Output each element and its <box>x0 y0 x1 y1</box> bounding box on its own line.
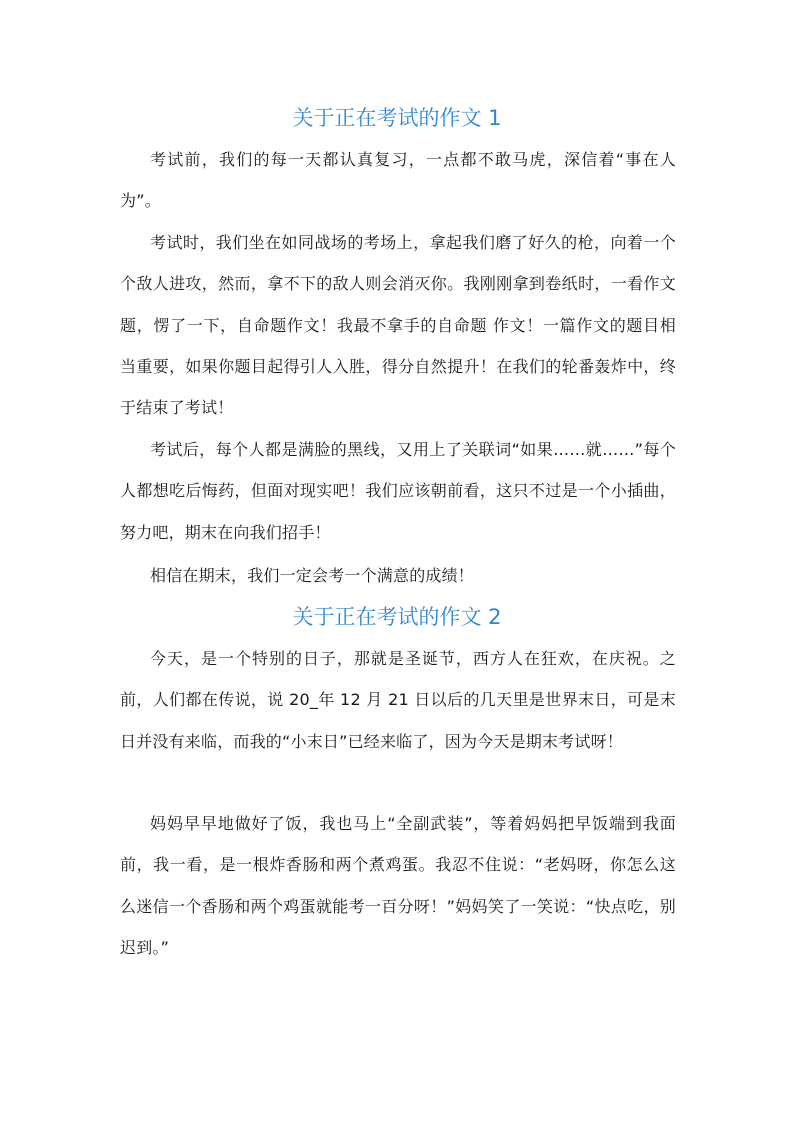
essay-2-title: 关于正在考试的作文 2 <box>292 605 502 629</box>
essay-1-title: 关于正在考试的作文 1 <box>292 106 502 130</box>
essay-1-paragraph-3: 考试后，每个人都是满脸的黑线，又用上了关联词“如果……就……”每个人都想吃后悔药，但面对现实吧！我们应该朝前看，这只不过是一个小插曲，努力吧，期末在向我们招手！ <box>120 440 676 542</box>
essay-1-paragraph-2: 考试时，我们坐在如同战场的考场上，拿起我们磨了好久的枪，向着一个个敌人进攻，然而，拿不下的敌人则会消灭你。我刚刚拿到卷纸时，一看作文题，愣了一下，自命题作文！我最不拿手的自命题 作文！一篇作文的题目相当重要，如果你题目起得引人入胜，得分自然提升！在我们的轮番轰炸中，终于结束了考试！ <box>120 233 676 418</box>
essay-1-paragraph-4: 相信在期末，我们一定会考一个满意的成绩！ <box>150 566 475 585</box>
essay-2-paragraph-2: 妈妈早早地做好了饭，我也马上“全副武装”，等着妈妈把早饭端到我面前，我一看，是一根炸香肠和两个煮鸡蛋。我忍不住说：“老妈呀，你怎么这么迷信一个香肠和两个鸡蛋就能考一百分呀！”妈妈笑了一笑说：“快点吃，别迟到。” <box>120 814 676 957</box>
essay-2-paragraph-1: 今天，是一个特别的日子，那就是圣诞节，西方人在狂欢，在庆祝。之前，人们都在传说，说 20_年 12 月 21 日以后的几天里是世界末日，可是末日并没有来临，而我的“小末日”已经来临了，因为今天是期末考试呀！ <box>120 649 676 751</box>
essay-1-paragraph-1: 考试前，我们的每一天都认真复习，一点都不敢马虎，深信着“事在人为”。 <box>120 150 676 211</box>
